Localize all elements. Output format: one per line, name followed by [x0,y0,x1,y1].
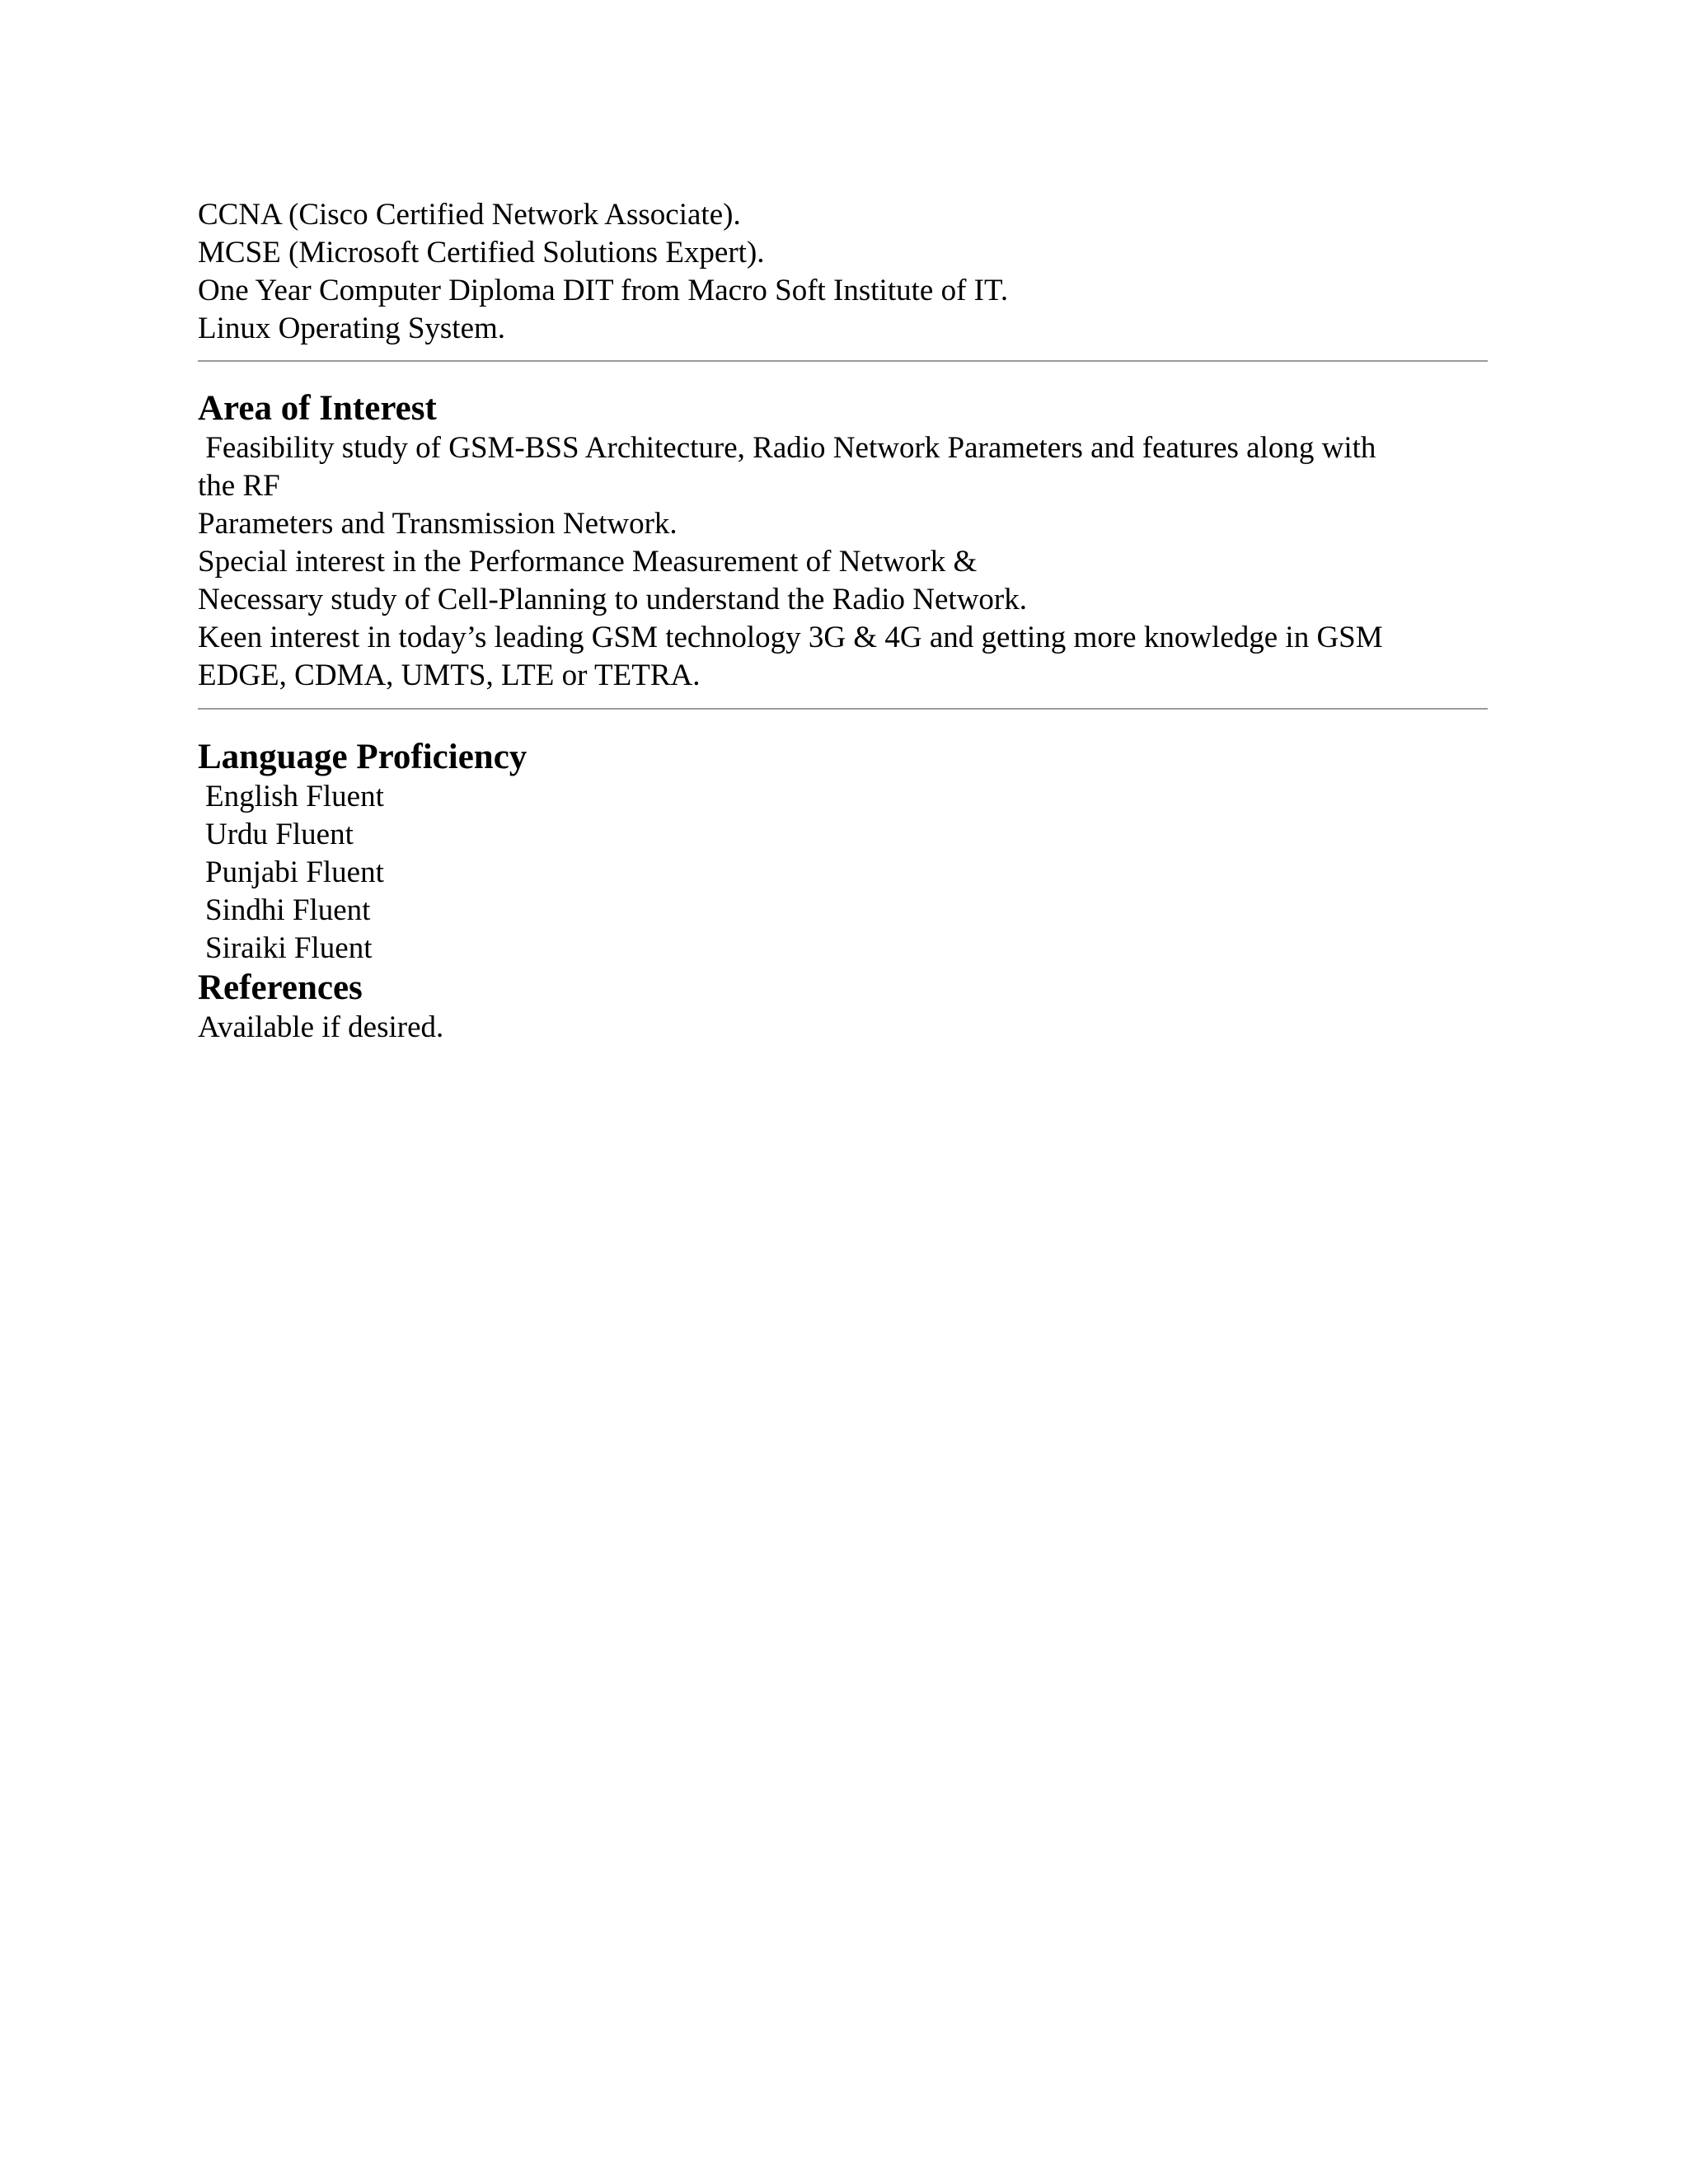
certification-item: One Year Computer Diploma DIT from Macro Soft Institute of IT. [198,274,1009,307]
language-proficiency-heading: Language Proficiency [198,738,528,776]
references-text: Available if desired. [198,1010,444,1044]
language-item: Sindhi Fluent [205,893,371,927]
interest-line: Necessary study of Cell-Planning to understand the Radio Network. [198,583,1027,616]
section-divider [198,708,1488,710]
language-item: English Fluent [205,780,384,813]
certification-item: CCNA (Cisco Certified Network Associate). [198,198,741,232]
language-proficiency-section [198,737,1488,968]
section-divider [198,360,1488,362]
document-content [198,196,1488,1047]
certification-item: Linux Operating System. [198,312,506,345]
area-of-interest-heading: Area of Interest [198,389,437,428]
interest-line: Parameters and Transmission Network. [198,507,678,541]
interest-line: the RF [198,469,280,503]
language-item: Punjabi Fluent [205,855,384,889]
references-section [198,968,1488,1047]
certification-item: MCSE (Microsoft Certified Solutions Expert). [198,236,765,269]
area-of-interest-section [198,388,1488,695]
certifications-section [198,196,1488,348]
language-item: Urdu Fluent [205,818,354,851]
interest-line: Keen interest in today’s leading GSM technology 3G & 4G and getting more knowledge in GSM [198,621,1383,654]
interest-line: Special interest in the Performance Measurement of Network & [198,545,978,579]
language-item: Siraiki Fluent [205,931,373,965]
interest-line: Feasibility study of GSM-BSS Architecture, Radio Network Parameters and features along with [198,431,1376,465]
references-heading: References [198,968,363,1007]
interest-line: EDGE, CDMA, UMTS, LTE or TETRA. [198,658,701,692]
